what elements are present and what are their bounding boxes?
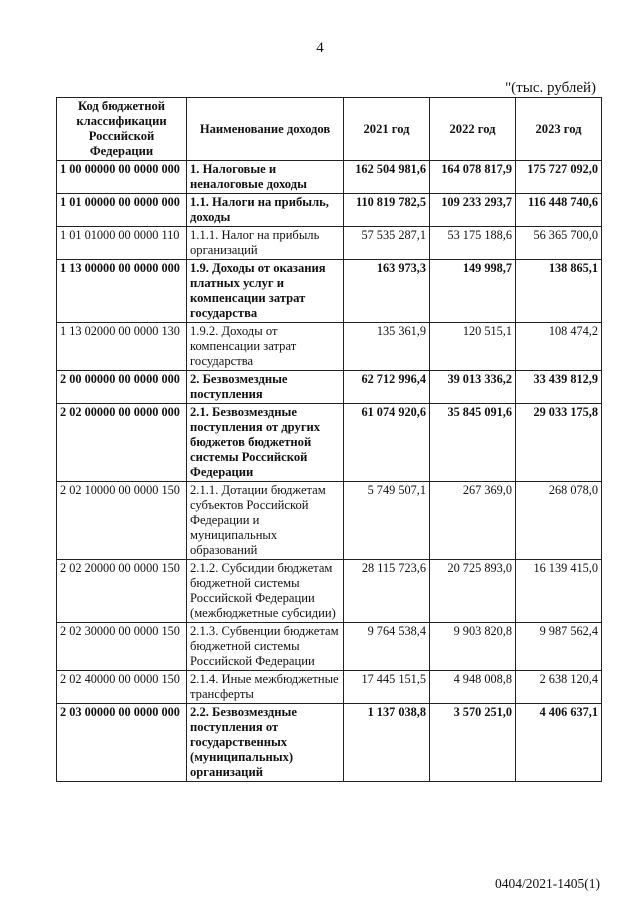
row-2021: 1 137 038,8 <box>344 704 430 782</box>
row-name: 2. Безвозмездные поступления <box>187 371 344 404</box>
table-row <box>57 482 602 560</box>
row-2021: 61 074 920,6 <box>344 404 430 482</box>
header-code: Код бюджетной классификации Российской Федерации <box>57 98 187 161</box>
table-row <box>57 623 602 671</box>
row-2022: 164 078 817,9 <box>430 161 516 194</box>
header-2022: 2022 год <box>430 98 516 161</box>
row-2023: 116 448 740,6 <box>516 194 602 227</box>
row-name: 2.1. Безвозмездные поступления от других бюджетов бюджетной системы Российской Федерации <box>187 404 344 482</box>
row-2023: 9 987 562,4 <box>516 623 602 671</box>
header-2021: 2021 год <box>344 98 430 161</box>
row-2022: 4 948 008,8 <box>430 671 516 704</box>
row-2022: 109 233 293,7 <box>430 194 516 227</box>
table-header-row <box>57 98 602 161</box>
header-2023: 2023 год <box>516 98 602 161</box>
row-2023: 33 439 812,9 <box>516 371 602 404</box>
row-2022: 149 998,7 <box>430 260 516 323</box>
row-2022: 120 515,1 <box>430 323 516 371</box>
row-name: 1. Налоговые и неналоговые доходы <box>187 161 344 194</box>
row-code: 2 03 00000 00 0000 000 <box>57 704 187 782</box>
units-label: "(тыс. рублей) <box>505 80 596 96</box>
row-2022: 9 903 820,8 <box>430 623 516 671</box>
table-row <box>57 227 602 260</box>
row-2021: 163 973,3 <box>344 260 430 323</box>
table-row <box>57 560 602 623</box>
row-2023: 2 638 120,4 <box>516 671 602 704</box>
row-code: 1 01 00000 00 0000 000 <box>57 194 187 227</box>
row-2023: 29 033 175,8 <box>516 404 602 482</box>
row-code: 1 13 02000 00 0000 130 <box>57 323 187 371</box>
row-name: 2.1.2. Субсидии бюджетам бюджетной системы Российской Федерации (межбюджетные субсидии) <box>187 560 344 623</box>
row-name: 2.1.4. Иные межбюджетные трансферты <box>187 671 344 704</box>
row-2021: 57 535 287,1 <box>344 227 430 260</box>
table-row <box>57 260 602 323</box>
row-2023: 4 406 637,1 <box>516 704 602 782</box>
table-row <box>57 371 602 404</box>
row-2021: 28 115 723,6 <box>344 560 430 623</box>
row-2023: 108 474,2 <box>516 323 602 371</box>
table-row <box>57 323 602 371</box>
header-name: Наименование доходов <box>187 98 344 161</box>
row-code: 1 00 00000 00 0000 000 <box>57 161 187 194</box>
row-2022: 3 570 251,0 <box>430 704 516 782</box>
row-code: 2 02 00000 00 0000 000 <box>57 404 187 482</box>
row-name: 1.9. Доходы от оказания платных услуг и компенсации затрат государства <box>187 260 344 323</box>
row-code: 2 02 30000 00 0000 150 <box>57 623 187 671</box>
row-code: 1 13 00000 00 0000 000 <box>57 260 187 323</box>
row-2022: 267 369,0 <box>430 482 516 560</box>
row-2022: 53 175 188,6 <box>430 227 516 260</box>
row-2021: 162 504 981,6 <box>344 161 430 194</box>
row-2021: 17 445 151,5 <box>344 671 430 704</box>
row-2023: 138 865,1 <box>516 260 602 323</box>
row-code: 2 02 40000 00 0000 150 <box>57 671 187 704</box>
budget-revenue-table <box>56 97 602 782</box>
table-row <box>57 404 602 482</box>
row-name: 1.1. Налоги на прибыль, доходы <box>187 194 344 227</box>
row-2021: 62 712 996,4 <box>344 371 430 404</box>
document-code: 0404/2021-1405(1) <box>495 876 600 891</box>
row-2021: 110 819 782,5 <box>344 194 430 227</box>
table-row <box>57 194 602 227</box>
row-code: 1 01 01000 00 0000 110 <box>57 227 187 260</box>
row-2023: 16 139 415,0 <box>516 560 602 623</box>
row-2022: 35 845 091,6 <box>430 404 516 482</box>
row-2022: 20 725 893,0 <box>430 560 516 623</box>
page-number: 4 <box>316 40 324 56</box>
row-2023: 268 078,0 <box>516 482 602 560</box>
row-name: 2.2. Безвозмездные поступления от государственных (муниципальных) организаций <box>187 704 344 782</box>
row-name: 2.1.3. Субвенции бюджетам бюджетной системы Российской Федерации <box>187 623 344 671</box>
row-2021: 135 361,9 <box>344 323 430 371</box>
row-2023: 56 365 700,0 <box>516 227 602 260</box>
row-2021: 5 749 507,1 <box>344 482 430 560</box>
row-name: 2.1.1. Дотации бюджетам субъектов Российской Федерации и муниципальных образований <box>187 482 344 560</box>
table-row <box>57 671 602 704</box>
table-row <box>57 704 602 782</box>
row-name: 1.1.1. Налог на прибыль организаций <box>187 227 344 260</box>
table-row <box>57 161 602 194</box>
row-code: 2 00 00000 00 0000 000 <box>57 371 187 404</box>
row-code: 2 02 10000 00 0000 150 <box>57 482 187 560</box>
row-name: 1.9.2. Доходы от компенсации затрат государства <box>187 323 344 371</box>
row-2023: 175 727 092,0 <box>516 161 602 194</box>
row-code: 2 02 20000 00 0000 150 <box>57 560 187 623</box>
row-2021: 9 764 538,4 <box>344 623 430 671</box>
row-2022: 39 013 336,2 <box>430 371 516 404</box>
